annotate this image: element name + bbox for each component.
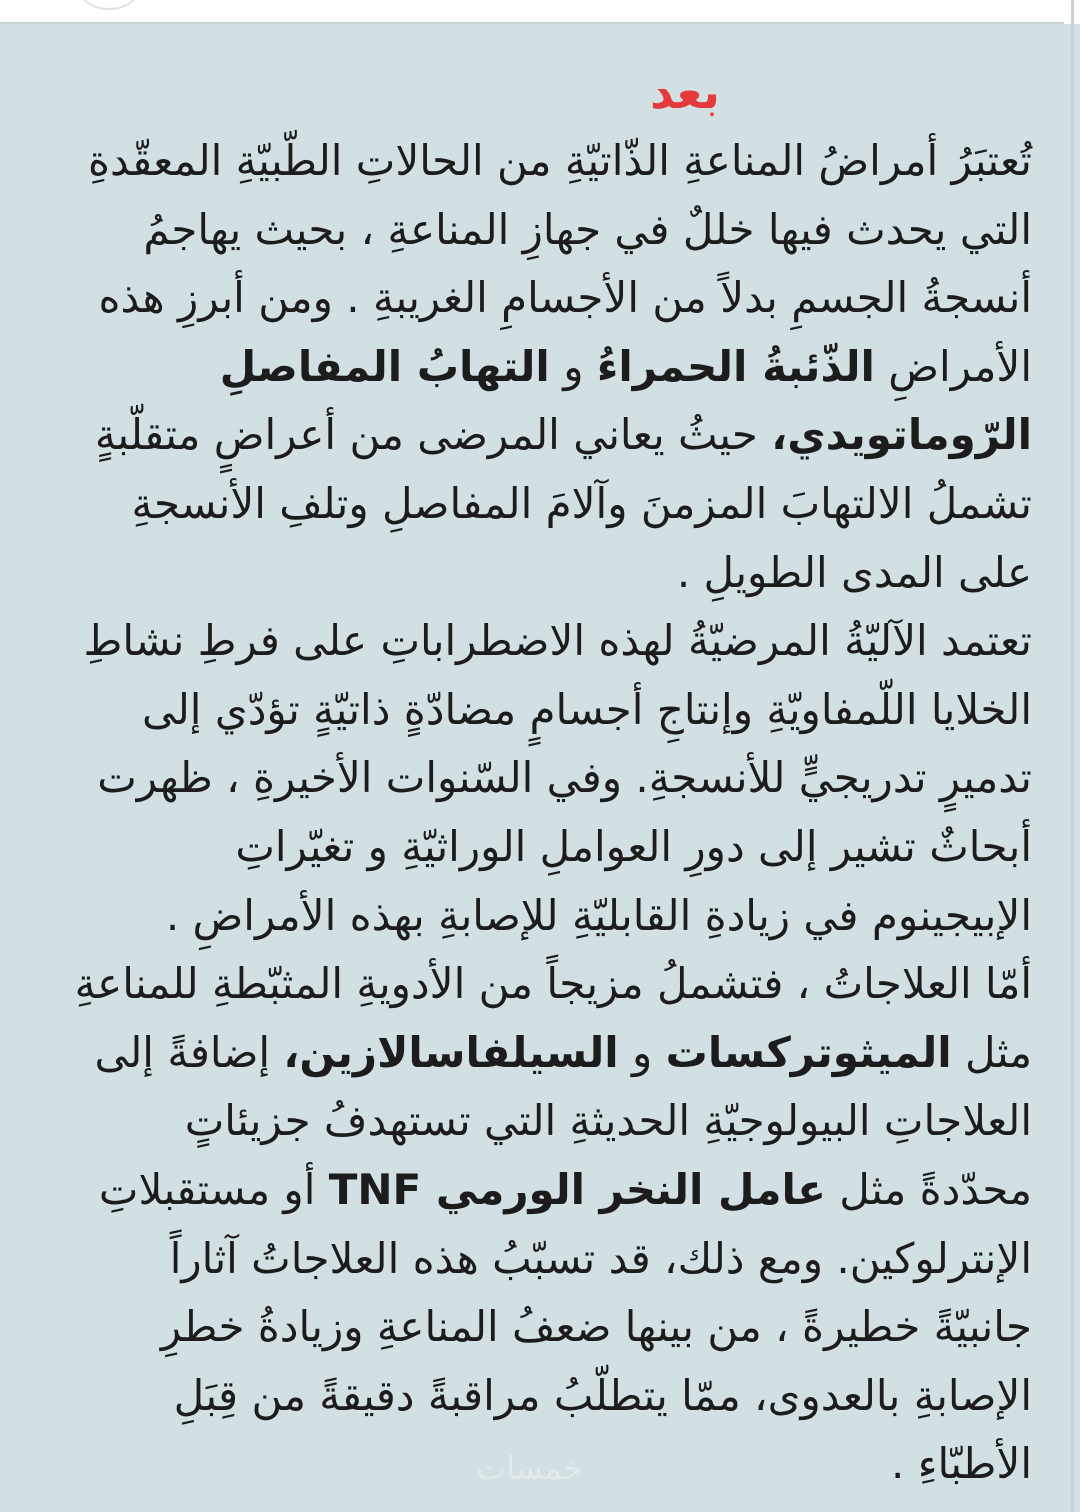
term-lupus: الذّئبةُ الحمراءُ bbox=[596, 341, 875, 391]
paragraph-1 bbox=[62, 127, 1032, 607]
paragraph-1-rest: حيثُ يعاني المرضى من أعراضٍ متقلّبةٍ تشملُ الالتهابَ المزمنَ وآلامَ المفاصلِ وتلفِ الأنسجةِ على المدى الطويلِ . bbox=[94, 410, 1032, 597]
drug-sulfasalazine: السيلفاسالازين، bbox=[283, 1027, 619, 1077]
paragraph-3-rest: أو مستقبلاتِ الإنترلوكين. ومع ذلك، قد تسبّبُ هذه العلاجاتُ آثاراً جانبيّةً خطيرةً ، من بينها ضعفُ المناعةِ وزيادةُ خطرِ الإصابةِ بالعدوى، ممّا يتطلّبُ مراقبةً دقيقةً من قِبَلِ الأطبّاءِ . bbox=[98, 1164, 1032, 1489]
paragraph-3 bbox=[62, 950, 1032, 1499]
paragraph-1-intro: تُعتبَرُ أمراضُ المناعةِ الذّاتيّةِ من الحالاتِ الطّبيّةِ المعقّدةِ التي يحدث فيها خللٌ في جهازِ المناعةِ ، بحيث يهاجمُ أنسجةُ الجسمِ بدلاً من الأجسامِ الغريبةِ . ومن أبرزِ هذه الأمراضِ bbox=[88, 136, 1032, 391]
paragraph-3-intro: أمّا العلاجاتُ ، فتشملُ مزيجاً من الأدويةِ المثبّطةِ للمناعةِ مثل bbox=[74, 959, 1032, 1077]
term-rheumatoid-arthritis: التهابُ المفاصلِ الرّوماتويدي، bbox=[219, 341, 1032, 460]
joiner: و bbox=[563, 341, 584, 391]
drug-methotrexate: الميثوتركسات bbox=[665, 1027, 952, 1077]
paragraph-3-middle: إضافةً إلى العلاجاتِ البيولوجيّةِ الحديثةِ التي تستهدفُ جزيئاتٍ محدّدةً مثل bbox=[94, 1027, 1032, 1214]
post-heading: بعد bbox=[650, 65, 720, 119]
term-tnf: عامل النخر الورمي TNF bbox=[328, 1164, 826, 1214]
previous-card-edge bbox=[0, 0, 1064, 23]
post-body bbox=[62, 127, 1032, 1499]
watermark: خمسات bbox=[476, 1449, 583, 1487]
joiner: و bbox=[632, 1027, 653, 1077]
paragraph-2: تعتمد الآليّةُ المرضيّةُ لهذه الاضطراباتِ على فرطِ نشاطِ الخلايا اللّمفاويّةِ وإنتاجِ أجسامٍ مضادّةٍ ذاتيّةٍ تؤدّي إلى تدميرٍ تدريجيٍّ للأنسجةِ. وفي السّنوات الأخيرةِ ، ظهرت أبحاثٌ تشير إلى دورِ العواملِ الوراثيّةِ و تغيّراتِ الإبيجينوم في زيادةِ القابليّةِ للإصابةِ بهذه الأمراضِ . bbox=[83, 616, 1032, 940]
scrollbar[interactable] bbox=[1071, 0, 1074, 1512]
avatar[interactable] bbox=[78, 0, 140, 10]
